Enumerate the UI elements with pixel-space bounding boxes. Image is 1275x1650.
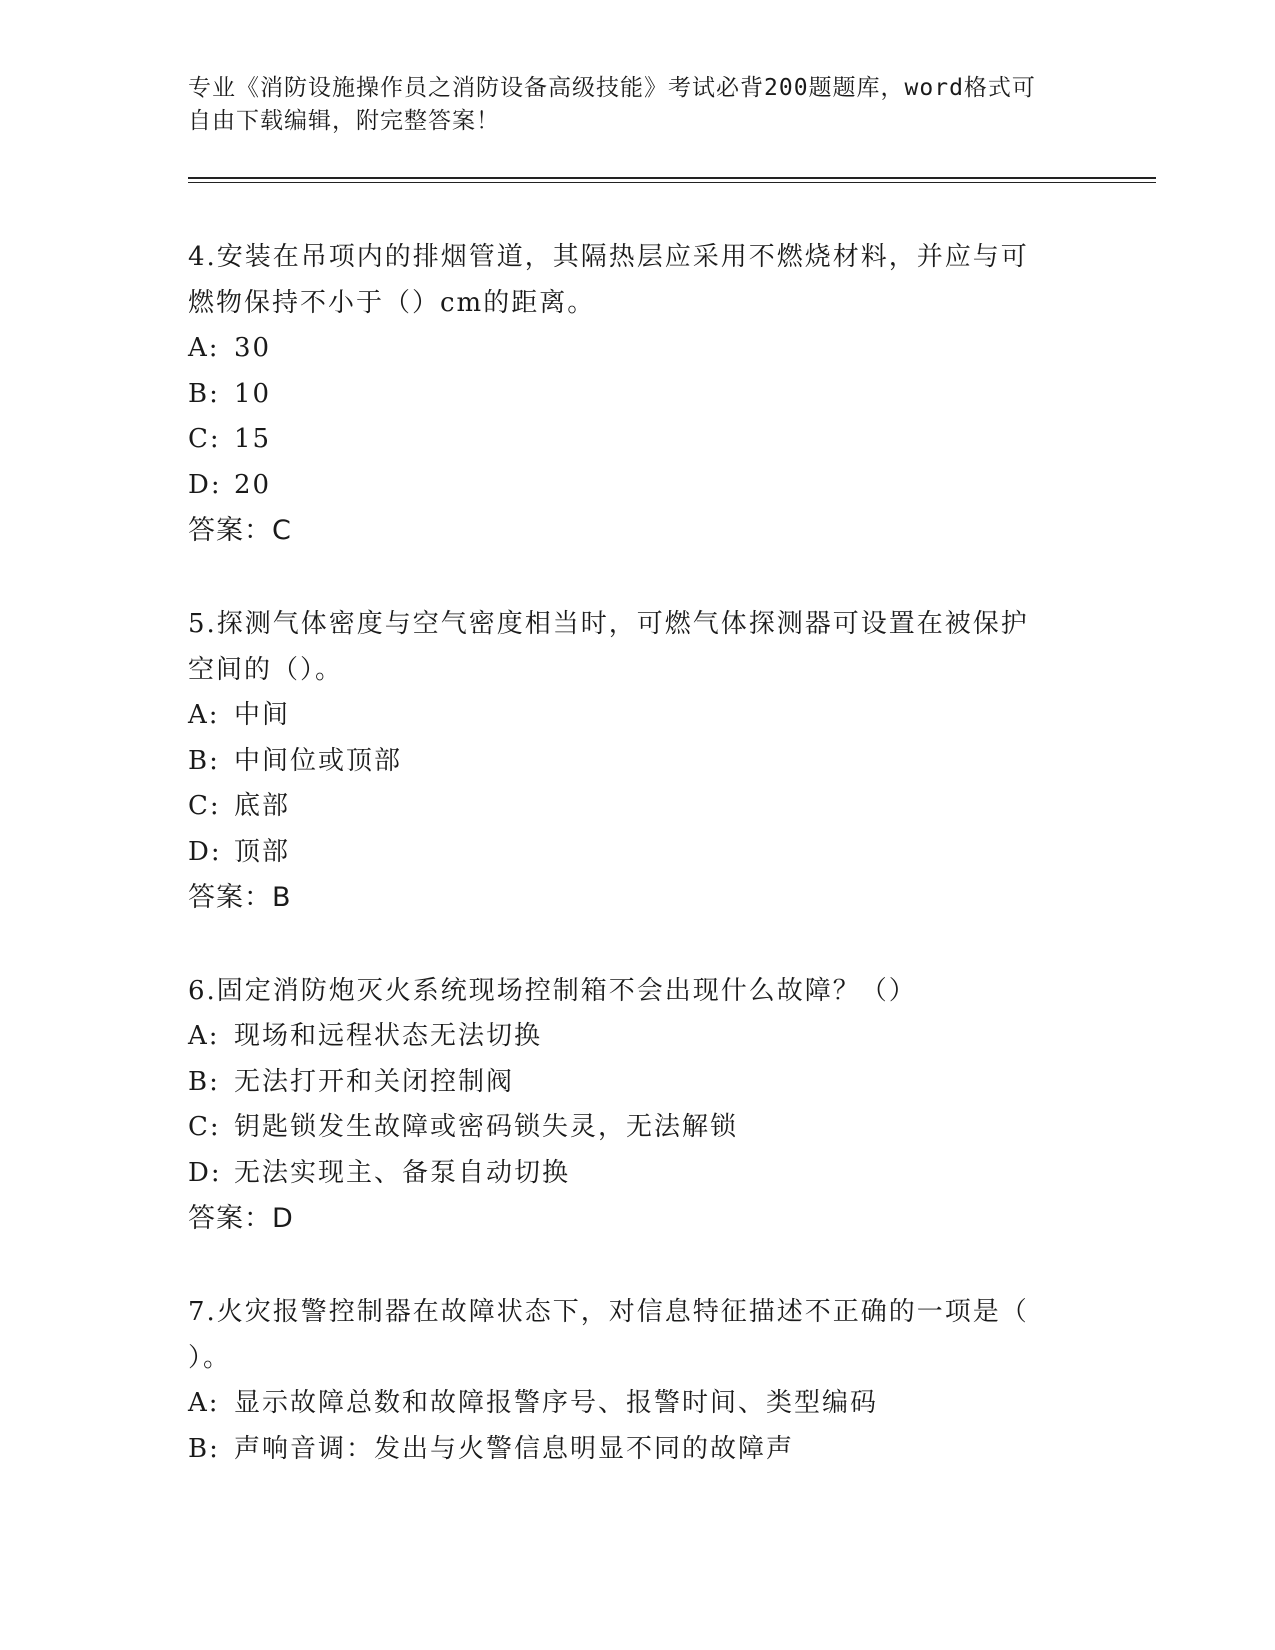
- option-text: 中间: [234, 700, 291, 730]
- question-stem: [188, 601, 1068, 693]
- option-text: 15: [234, 424, 272, 454]
- option-text: 钥匙锁发生故障或密码锁失灵，无法解锁: [234, 1112, 739, 1142]
- option-letter: A:: [188, 700, 220, 730]
- option-letter: B:: [188, 1066, 220, 1097]
- option-text: 显示故障总数和故障报警序号、报警时间、类型编码: [234, 1388, 879, 1418]
- question-7: [188, 1289, 1068, 1472]
- option-text: 10: [234, 378, 272, 409]
- option-c: [188, 417, 1068, 463]
- question-stem: [188, 968, 1068, 1014]
- option-a: [188, 326, 1068, 372]
- option-letter: D:: [188, 1157, 222, 1188]
- option-b: [188, 1427, 1068, 1473]
- stem-line: 7.火灾报警控制器在故障状态下，对信息特征描述不正确的一项是（: [188, 1297, 1029, 1327]
- question-stem: [188, 1289, 1068, 1381]
- option-letter: A:: [188, 1388, 220, 1418]
- option-b: [188, 372, 1068, 418]
- stem-line: 6.固定消防炮灭火系统现场控制箱不会出现什么故障？（）: [188, 976, 917, 1006]
- option-text: 无法实现主、备泵自动切换: [234, 1157, 571, 1188]
- stem-line: 燃物保持不小于（）cm的距离。: [188, 288, 596, 318]
- question-6: [188, 968, 1068, 1242]
- option-d: [188, 830, 1068, 876]
- option-letter: C:: [188, 791, 221, 821]
- stem-line: 空间的（）。: [188, 655, 344, 685]
- option-text: 顶部: [234, 836, 291, 867]
- option-text: 中间位或顶部: [234, 745, 403, 776]
- header-line-2: 自由下载编辑，附完整答案！: [188, 108, 500, 134]
- header-divider-thin: [188, 182, 1156, 183]
- answer-line: 答案：B: [188, 882, 292, 913]
- header-line-1: 专业《消防设施操作员之消防设备高级技能》考试必背200题题库，word格式可: [188, 75, 1036, 101]
- question-5: [188, 601, 1068, 921]
- question-stem: [188, 234, 1068, 326]
- option-b: [188, 1060, 1068, 1106]
- document-header: [188, 72, 1088, 138]
- option-letter: B:: [188, 1433, 220, 1464]
- option-b: [188, 739, 1068, 785]
- option-letter: D:: [188, 469, 222, 500]
- option-text: 20: [234, 469, 272, 500]
- answer-line: 答案：C: [188, 515, 292, 546]
- option-letter: C:: [188, 1112, 221, 1142]
- option-text: 底部: [234, 791, 291, 821]
- option-text: 30: [234, 333, 272, 363]
- option-text: 现场和远程状态无法切换: [234, 1021, 543, 1051]
- option-c: [188, 784, 1068, 830]
- option-a: [188, 693, 1068, 739]
- option-letter: D:: [188, 836, 222, 867]
- option-c: [188, 1105, 1068, 1151]
- option-d: [188, 1151, 1068, 1197]
- option-a: [188, 1381, 1068, 1427]
- option-letter: B:: [188, 745, 220, 776]
- answer-line: 答案：D: [188, 1203, 294, 1234]
- option-letter: A:: [188, 1021, 220, 1051]
- option-letter: A:: [188, 333, 220, 363]
- option-text: 无法打开和关闭控制阀: [234, 1066, 515, 1097]
- stem-line: ）。: [188, 1343, 232, 1373]
- option-letter: B:: [188, 378, 220, 409]
- question-list: [188, 234, 1068, 1519]
- question-4: [188, 234, 1068, 554]
- option-text: 声响音调：发出与火警信息明显不同的故障声: [234, 1433, 795, 1464]
- stem-line: 4.安装在吊项内的排烟管道，其隔热层应采用不燃烧材料，并应与可: [188, 242, 1029, 272]
- option-d: [188, 463, 1068, 509]
- header-divider-thick: [188, 177, 1156, 179]
- option-letter: C:: [188, 424, 221, 454]
- option-a: [188, 1014, 1068, 1060]
- stem-line: 5.探测气体密度与空气密度相当时，可燃气体探测器可设置在被保护: [188, 609, 1029, 639]
